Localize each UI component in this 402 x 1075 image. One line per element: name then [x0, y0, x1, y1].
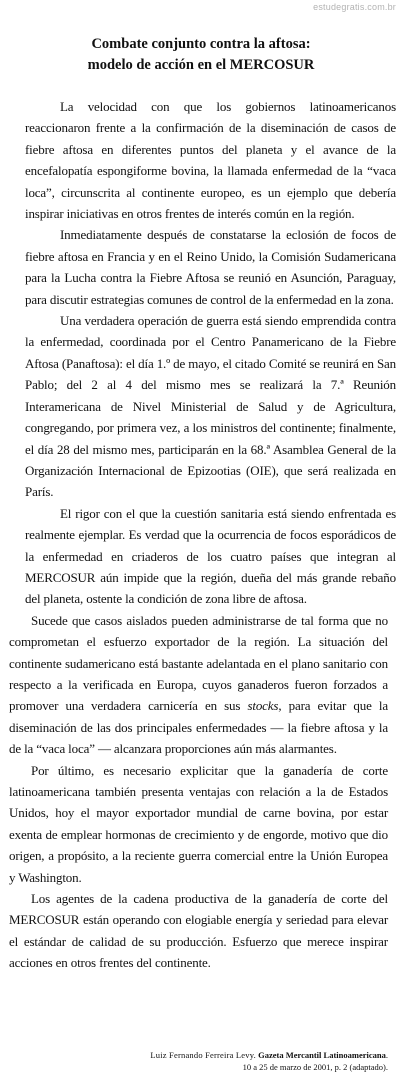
source-citation [148, 1050, 388, 1073]
paragraph-5-italic-word: stocks [247, 698, 279, 714]
paragraph-3: Una verdadera operación de guerra está siendo emprendida contra la enfermedad, coordinada por el Centro Panamericano de la Fiebre Aftosa (Panaftosa): el día 1.º de mayo, el citado Comité se reunirá en San Pablo; del 2 al 4 del mismo mes se realizará la 7.ª Reunión Interamericana de Nivel Ministerial de Salud y de Agricultura, congregando, por primera vez, a los ministros del continente; finalmente, el día 28 del mismo mes, participarán en la 68.ª Asamblea General de la Organización Internacional de Epizootias (OIE), que será realizada en París. [25, 313, 396, 500]
paragraph-5-part-2: , para evitar que la diseminación de las dos principales enfermedades — la fiebre aftosa y la de la “vaca loca” — alcanzara proporciones aún más alarmantes. [9, 698, 388, 757]
paragraph-2: Inmediatamente después de constatarse la eclosión de focos de fiebre aftosa en Francia y en el Reino Unido, la Comisión Sudamericana para la Lucha contra la Fiebre Aftosa se reunió en Asunción, Paraguay, para discutir estrategias comunes de control de la enfermedad en la zona. [25, 227, 396, 307]
paragraph-5 [9, 610, 388, 760]
indented-section [0, 96, 402, 610]
article-title [0, 34, 402, 76]
source-author: Luiz Fernando Ferreira Levy. [150, 1050, 256, 1060]
article-body [0, 96, 402, 974]
source-journal: Gazeta Mercantil Latinoamericana [258, 1050, 386, 1060]
paragraph-7: Los agentes de la cadena productiva de la ganadería de corte del MERCOSUR están operando con elogiable energía y seriedad para elevar el estándar de calidad de su producción. Esfuerzo que merece inspirar acciones en otros frentes del continente. [9, 891, 388, 971]
paragraph-4: El rigor con el que la cuestión sanitaria está siendo enfrentada es realmente ejemplar. Es verdad que la ocurrencia de focos esporádicos de la enfermedad en criaderos de los cuatro países que integran al MERCOSUR aún impide que la región, dueña del más grande rebaño del planeta, ostente la condición de zona libre de aftosa. [25, 505, 396, 607]
title-line-1: Combate conjunto contra la aftosa: [91, 36, 311, 52]
source-details: . 10 a 25 de marzo de 2001, p. 2 (adaptado). [242, 1050, 388, 1072]
paragraph-1: La velocidad con que los gobiernos latinoamericanos reaccionaron frente a la confirmación de la diseminación de casos de fiebre aftosa en diferentes puntos del planeta y el avance de la encefalopatía espongiforme bovina, la llamada enfermedad de la “vaca loca”, circunscrita al continente europeo, es un ejemplo que debería inspirar iniciativas en otros frentes de interés común en la región. [25, 99, 396, 222]
wide-section [0, 610, 402, 974]
site-watermark: estudegratis.com.br [313, 2, 396, 12]
paragraph-5-part-1: Sucede que casos aislados pueden administrarse de tal forma que no comprometan el esfuerzo exportador de la región. La situación del continente sudamericano está bastante adelantada en el plano sanitario con respecto a la verificada en Europa, cuyos ganaderos fueron forzados a promover una verdadera carnicería en sus [9, 612, 388, 714]
paragraph-6: Por último, es necesario explicitar que la ganadería de corte latinoamericana también presenta ventajas con relación a la de Estados Unidos, hoy el mayor exportador mundial de carne bovina, por estar exenta de emplear hormonas de crecimiento y de engorde, motivo que dio origen, a propósito, a la reciente guerra comercial entre la Unión Europea y Washington. [9, 762, 388, 885]
title-line-2: modelo de acción en el MERCOSUR [87, 57, 315, 73]
